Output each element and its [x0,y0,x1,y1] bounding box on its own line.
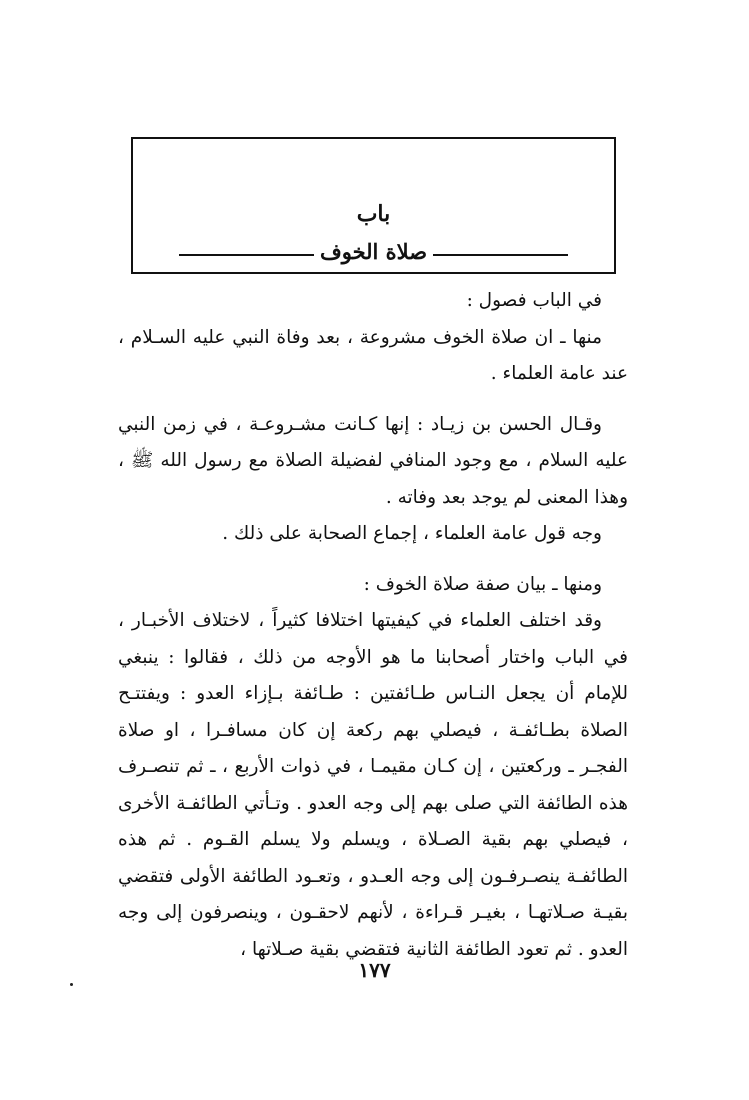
scan-speck [70,983,73,986]
chapter-label: باب [356,201,391,227]
paragraph-majority-reason: وجه قول عامة العلماء ، إجماع الصحابة على ذلك . [222,523,602,544]
paragraph-hasan-opinion: وقـال الحسن بن زيـاد : إنها كـانت مشـروعـة ، في زمن النبي عليه السلام ، مع وجود المنافي لفضيلة الصلاة مع رسول الله ﷺ ، وهذا المعنى لم يوجد بعد وفاته . [118,413,628,508]
chapter-title-row [179,236,568,266]
title-rule-left [179,254,314,256]
paragraph-method: وقد اختلف العلماء في كيفيتها اختلافا كثيراً ، لاختلاف الأخبـار ، في الباب واختار أصحابنا ما هو الأوجه من ذلك ، فقالوا : ينبغي للإمام أن يجعل النـاس طـائفتين : طـائفة بـإزاء العدو : ويفتتـح الصلاة بطـائفـة ، فيصلي بهم ركعة إن كان مسافـرا ، او صلاة الفجـر ـ وركعتين ، إن كـان مقيمـا ، في ذوات الأربع ، ـ ثم تنصـرف هذه الطائفة التي صلى بهم إلى وجه العدو . وتـأتي الطائفـة الأخرى ، فيصلي بهم بقية الصـلاة ، ويسلم ولا يسلم القـوم . ثم هذه الطائفـة ينصـرفـون إلى وجه العـدو ، وتعـود الطائفة الأولى فتقضي بقيـة صـلاتهـا ، بغيـر قـراءة ، لأنهم لاحقـون ، وينصرفون إلى وجه العدو . ثم تعود الطائفة الثانية فتقضي بقية صـلاتها ، [118,610,628,960]
chapter-title: صلاة الخوف [319,238,428,264]
title-rule-right [433,254,568,256]
paragraph-legitimacy: منها ـ ان صلاة الخوف مشروعة ، بعد وفاة النبي عليه السـلام ، عند عامة العلماء . [118,326,628,384]
page-number: ١٧٧ [358,958,391,982]
chapter-header-box [131,137,616,274]
body-text [118,283,628,968]
paragraph-method-heading: ومنها ـ بيان صفة صلاة الخوف : [363,573,602,595]
paragraph-intro: في الباب فصول : [466,290,602,311]
